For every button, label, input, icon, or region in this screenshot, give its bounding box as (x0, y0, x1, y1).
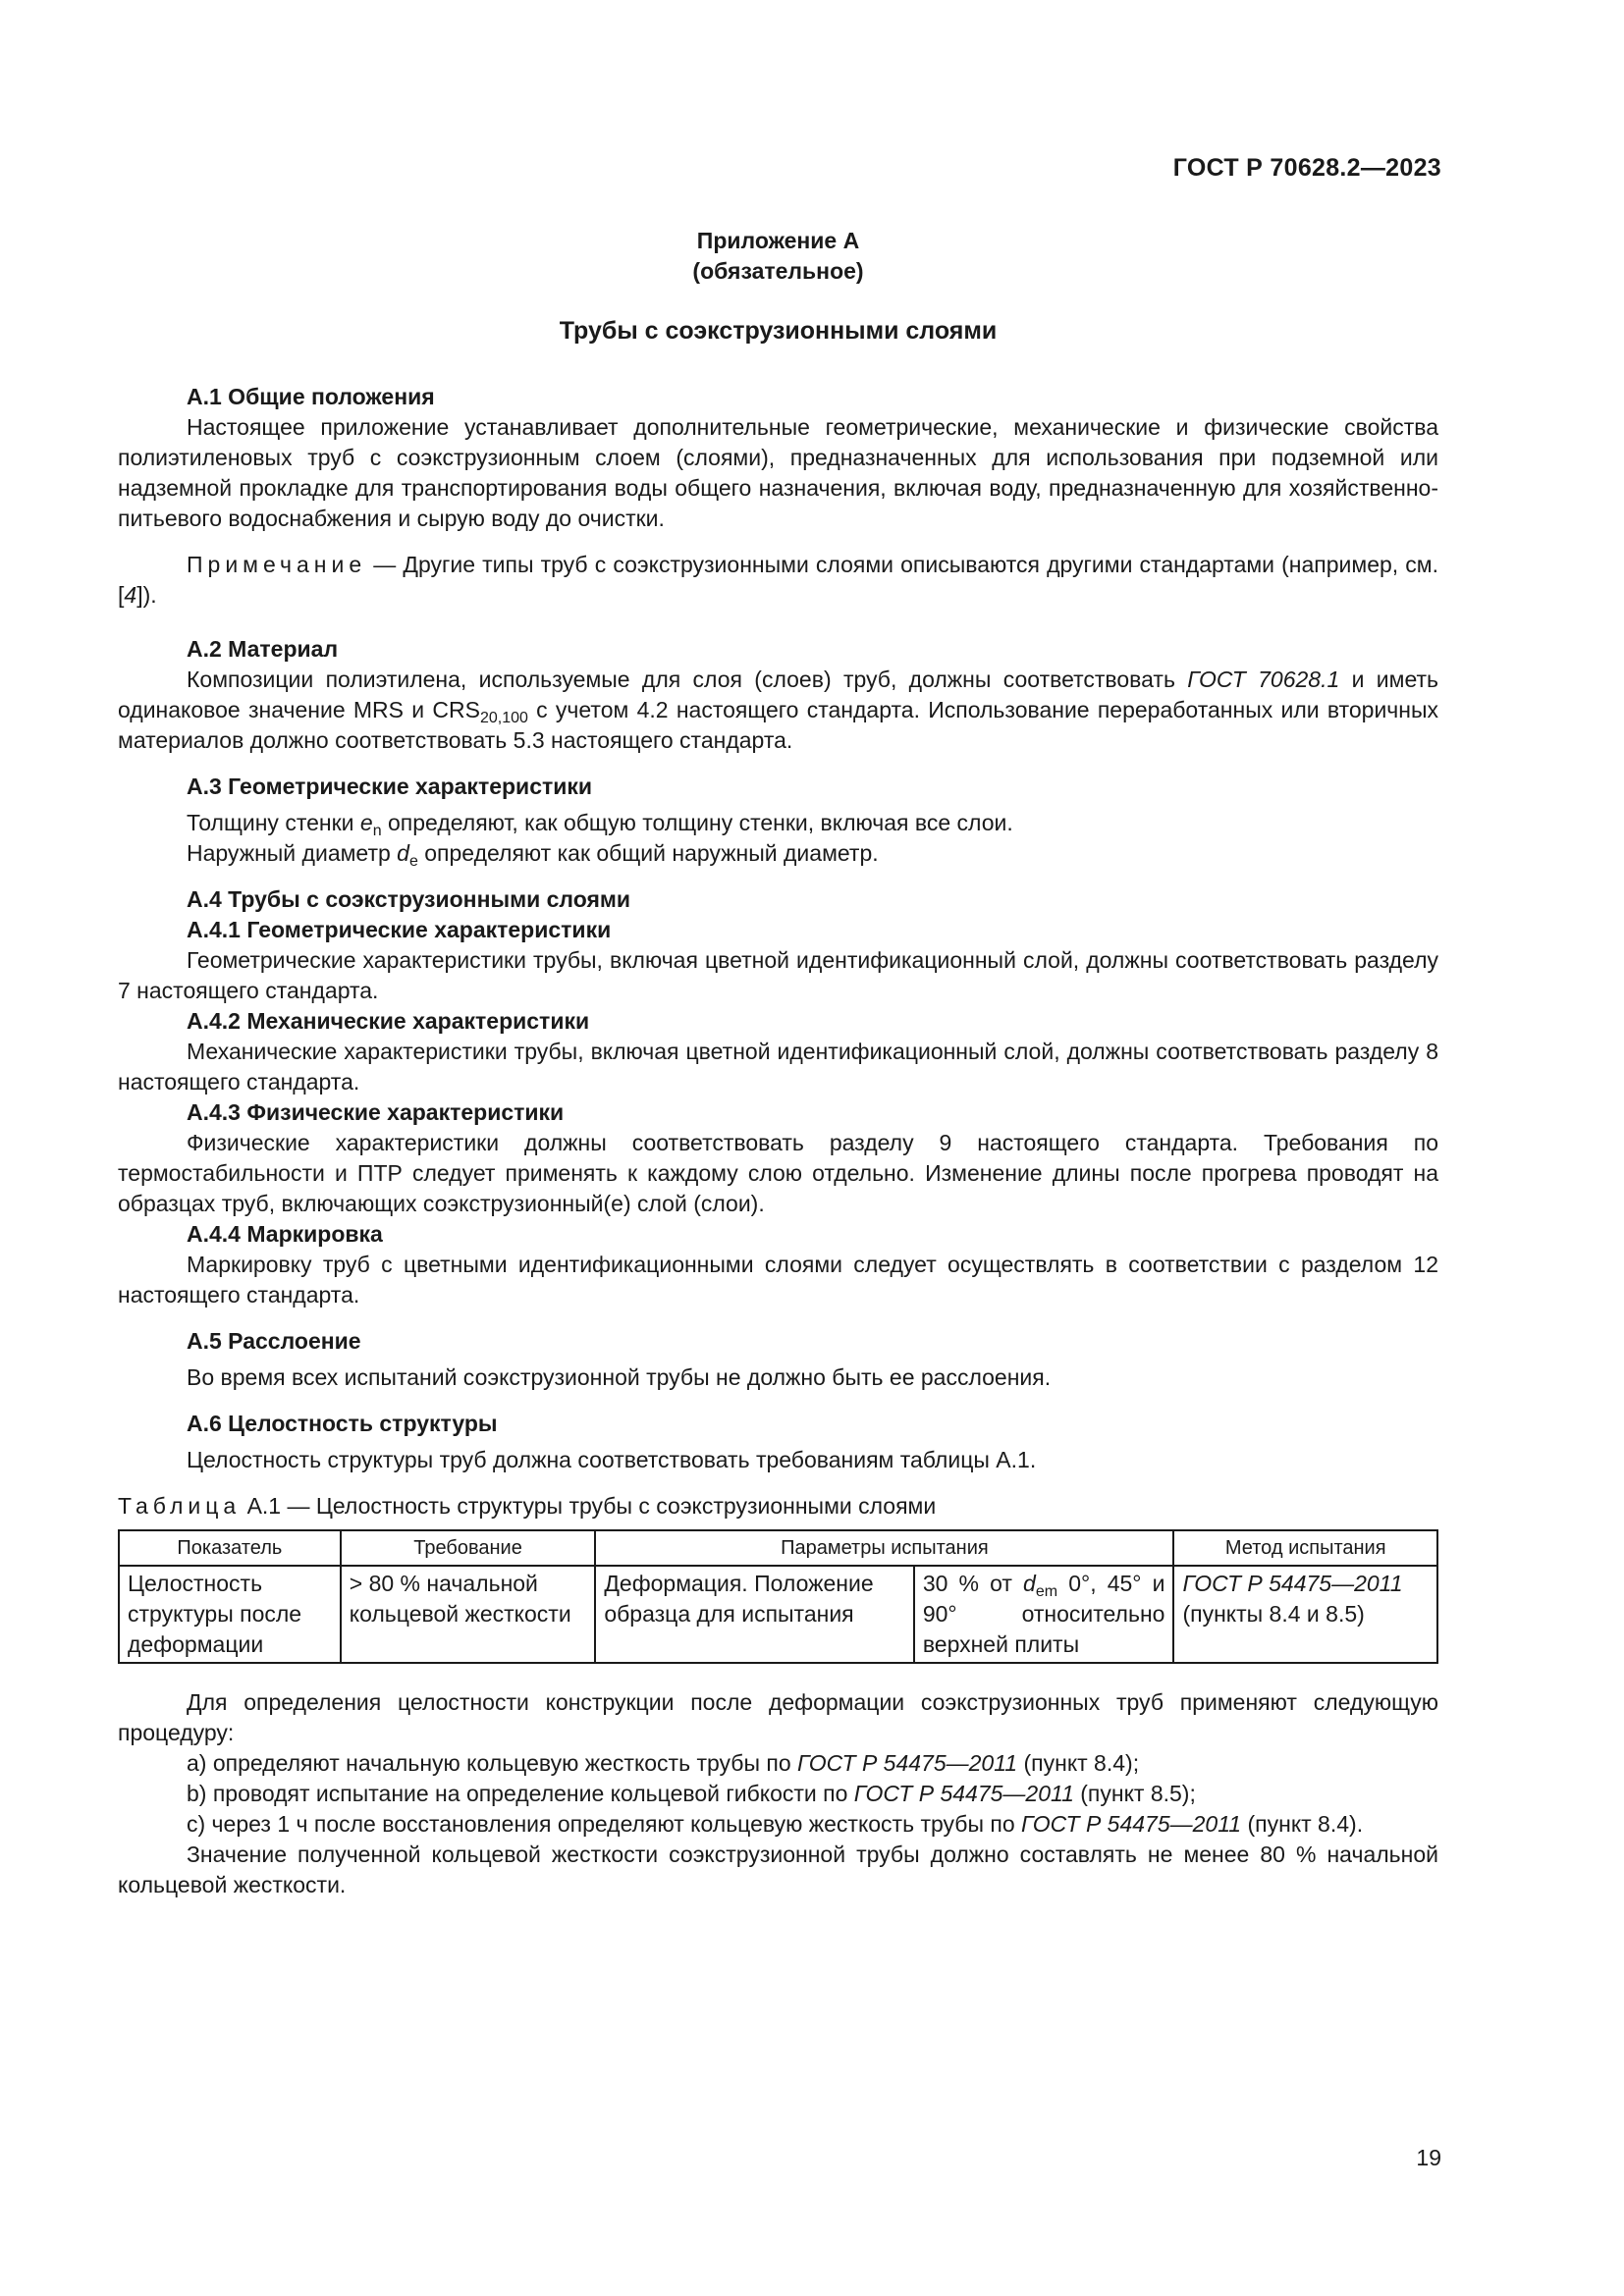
procedure-conclusion: Значение полученной кольцевой жесткости соэкструзионной трубы должно составлять не менее 80 % начальной кольцевой жесткости. (118, 1842, 1438, 1897)
section-a3-line-1 (118, 808, 1438, 838)
section-a4-heading: А.4 Трубы с соэкструзионными слоями (187, 886, 631, 912)
table-header-row (119, 1530, 1437, 1566)
section-a42-heading: А.4.2 Механические характеристики (187, 1008, 590, 1034)
table-caption (118, 1491, 1438, 1522)
section-a42-paragraph: Механические характеристики трубы, включая цветной идентификационный слой, должны соответствовать разделу 8 настоящего стандарта. (118, 1039, 1438, 1095)
step-b-ref: ГОСТ Р 54475—2011 (853, 1781, 1074, 1806)
method-standard-ref: ГОСТ Р 54475—2011 (1182, 1571, 1403, 1596)
col-header-test-params: Параметры испытания (595, 1530, 1173, 1566)
mean-diameter-var: d (1023, 1571, 1036, 1596)
section-a3-heading: А.3 Геометрические характеристики (187, 774, 593, 799)
a3-l1-text: Толщину стенки (187, 810, 360, 835)
outer-diameter-sub: e (408, 853, 418, 870)
col-header-requirement: Требование (341, 1530, 596, 1566)
note-label: Примечание (187, 552, 367, 577)
table-row (119, 1566, 1437, 1663)
cell-method (1173, 1566, 1437, 1663)
cell-requirement: > 80 % начальной кольцевой жесткости (341, 1566, 596, 1663)
col-header-test-method: Метод испытания (1173, 1530, 1437, 1566)
section-a6-heading: А.6 Целостность структуры (187, 1411, 498, 1436)
mean-diameter-sub: em (1035, 1583, 1058, 1600)
section-a1-note (118, 550, 1438, 611)
standard-code: ГОСТ Р 70628.2—2023 (1172, 154, 1441, 182)
param2-end: 0°, 45° и 90° относительно верхней плиты (922, 1571, 1165, 1657)
section-a1-heading: А.1 Общие положения (187, 384, 435, 409)
a2-text-1: Композиции полиэтилена, используемые для слоя (слоев) труб, должны соответствовать (187, 667, 1188, 692)
table-a1 (118, 1529, 1438, 1664)
a2-crs-subscript: 20,100 (479, 710, 528, 726)
cell-indicator: Целостность структуры после деформации (119, 1566, 341, 1663)
section-a6-paragraph: Целостность структуры труб должна соответствовать требованиям таблицы А.1. (187, 1447, 1037, 1472)
section-a1-paragraph: Настоящее приложение устанавливает дополнительные геометрические, механические и физические свойства полиэтиленовых труб с соэкструзионным слоем (слоями), предназначенных для использования при подземной или надземной прокладке для транспортирования воды общего назначения, включая воду, предназначенную для хозяйственно-питьевого водоснабжения и сырую воду до очистки. (118, 414, 1438, 531)
param2-text: 30 % от (922, 1571, 1024, 1596)
step-a-end: (пункт 8.4); (1017, 1750, 1140, 1776)
section-a41-paragraph: Геометрические характеристики трубы, включая цветной идентификационный слой, должны соответствовать разделу 7 настоящего стандарта. (118, 947, 1438, 1003)
section-a41-heading: А.4.1 Геометрические характеристики (187, 917, 612, 942)
a2-text-2: и иметь одинаковое значение MRS и CRS (118, 667, 1439, 722)
page-number: 19 (1416, 2145, 1441, 2170)
table-caption-label: Таблица (118, 1493, 242, 1519)
section-a44-heading: А.4.4 Маркировка (187, 1221, 383, 1247)
wall-thickness-var: e (359, 810, 373, 835)
procedure-step-c (118, 1809, 1438, 1840)
step-c-end: (пункт 8.4). (1241, 1811, 1364, 1837)
section-a43-heading: А.4.3 Физические характеристики (187, 1099, 565, 1125)
step-a-text: a) определяют начальную кольцевую жесткость трубы по (187, 1750, 798, 1776)
a2-standard-ref: ГОСТ 70628.1 (1187, 667, 1340, 692)
wall-thickness-sub: n (372, 823, 382, 839)
step-c-ref: ГОСТ Р 54475—2011 (1021, 1811, 1242, 1837)
section-a3-line-2 (118, 838, 1438, 869)
list-item (118, 1779, 1438, 1809)
appendix-status: (обязательное) (692, 258, 864, 284)
section-a5-heading: А.5 Расслоение (187, 1328, 361, 1354)
cell-param-deformation: Деформация. Положение образца для испытания (595, 1566, 913, 1663)
step-c-text: c) через 1 ч после восстановления определяют кольцевую жесткость трубы по (187, 1811, 1022, 1837)
procedure-intro: Для определения целостности конструкции после деформации соэкструзионных труб применяют следующую процедуру: (118, 1689, 1438, 1745)
section-a2-paragraph (118, 665, 1438, 756)
procedure-list (118, 1748, 1438, 1809)
a3-l1-end: определяют, как общую толщину стенки, включая все слои. (381, 810, 1013, 835)
appendix-name: Трубы с соэкструзионными слоями (559, 317, 998, 345)
list-item (118, 1748, 1438, 1779)
step-b-end: (пункт 8.5); (1073, 1781, 1196, 1806)
note-end: ]). (136, 582, 157, 608)
a3-l2-text: Наружный диаметр (187, 840, 398, 866)
section-a2-heading: А.2 Материал (187, 636, 339, 662)
a2-text-3: с учетом 4.2 настоящего стандарта. Использование переработанных или вторичных материалов должно соответствовать 5.3 настоящего стандарта. (118, 697, 1439, 753)
table-caption-text: А.1 — Целостность структуры трубы с соэкструзионными слоями (241, 1493, 937, 1519)
step-b-text: b) проводят испытание на определение кольцевой гибкости по (187, 1781, 854, 1806)
section-a43-paragraph: Физические характеристики должны соответствовать разделу 9 настоящего стандарта. Требования по термостабильности и ПТР следует применять к каждому слою отдельно. Изменение длины после прогрева проводят на образцах труб, включающих соэкструзионный(е) слой (слои). (118, 1130, 1438, 1216)
appendix-title: Приложение А (696, 228, 860, 253)
step-a-ref: ГОСТ Р 54475—2011 (797, 1750, 1018, 1776)
note-reference: 4 (124, 582, 137, 608)
cell-param-orientation (914, 1566, 1174, 1663)
note-text: — Другие типы труб с соэкструзионными слоями описываются другими стандартами (например, см. [ (118, 552, 1438, 608)
col-header-indicator: Показатель (119, 1530, 341, 1566)
method-clauses: (пункты 8.4 и 8.5) (1182, 1601, 1365, 1627)
section-a5-paragraph: Во время всех испытаний соэкструзионной трубы не должно быть ее расслоения. (187, 1364, 1052, 1390)
section-a44-paragraph: Маркировку труб с цветными идентификационными слоями следует осуществлять в соответствии с разделом 12 настоящего стандарта. (118, 1252, 1438, 1308)
a3-l2-end: определяют как общий наружный диаметр. (417, 840, 879, 866)
page-content (118, 226, 1438, 1900)
outer-diameter-var: d (397, 840, 409, 866)
